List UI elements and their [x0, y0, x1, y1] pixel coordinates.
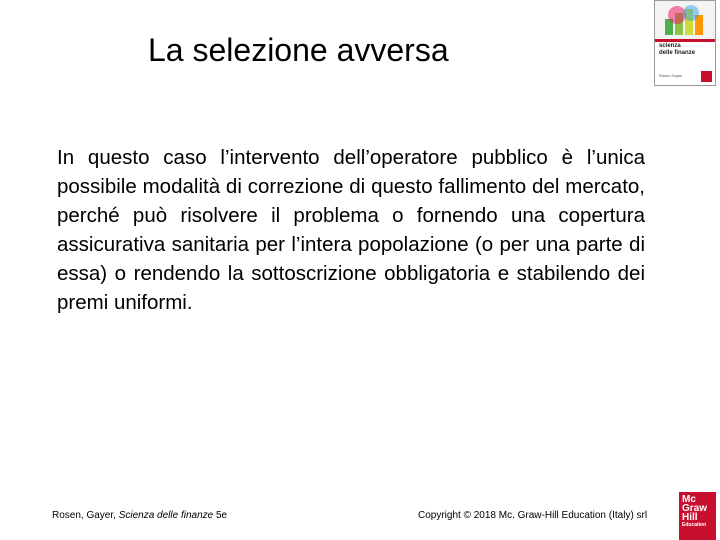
mcgraw-hill-logo: [679, 492, 716, 540]
footer-authors: Rosen, Gayer,: [52, 510, 119, 521]
cover-authors: Rosen Gayer: [659, 73, 683, 78]
logo-line-education: Education: [682, 522, 707, 528]
logo-line-mc: Mc: [682, 494, 696, 505]
cover-chart-icon: [655, 1, 715, 39]
cover-accent-bar: [655, 39, 715, 42]
logo-line-hill: Hill: [682, 512, 698, 523]
logo-line-graw: Graw: [682, 503, 708, 514]
cover-graphic: [655, 1, 715, 39]
book-cover-thumbnail: [654, 0, 716, 86]
footer-book-title: Scienza delle finanze: [118, 510, 214, 521]
cover-title: [659, 43, 711, 57]
footer-edition: 5e: [213, 510, 228, 521]
slide-title: La selezione avversa: [148, 32, 449, 68]
cover-publisher-logo: [701, 71, 712, 82]
cover-title-line1: scienza: [659, 43, 681, 49]
cover-title-line2: delle finanze: [659, 50, 696, 56]
footer-citation: [52, 510, 227, 522]
slide-body-text: In questo caso l’intervento dell’operatore pubblico è l’unica possibile modalità di correzione di questo fallimento del mercato, perché può risolvere il problema o fornendo una copertura assicurativa sanitaria per l’intera popolazione (o per una parte di essa) o rendendo la sottoscrizione obbligatoria e stabilendo dei premi uniformi.: [57, 146, 645, 314]
footer-copyright: Copyright © 2018 Mc. Graw-Hill Education (Italy) srl: [418, 510, 648, 521]
